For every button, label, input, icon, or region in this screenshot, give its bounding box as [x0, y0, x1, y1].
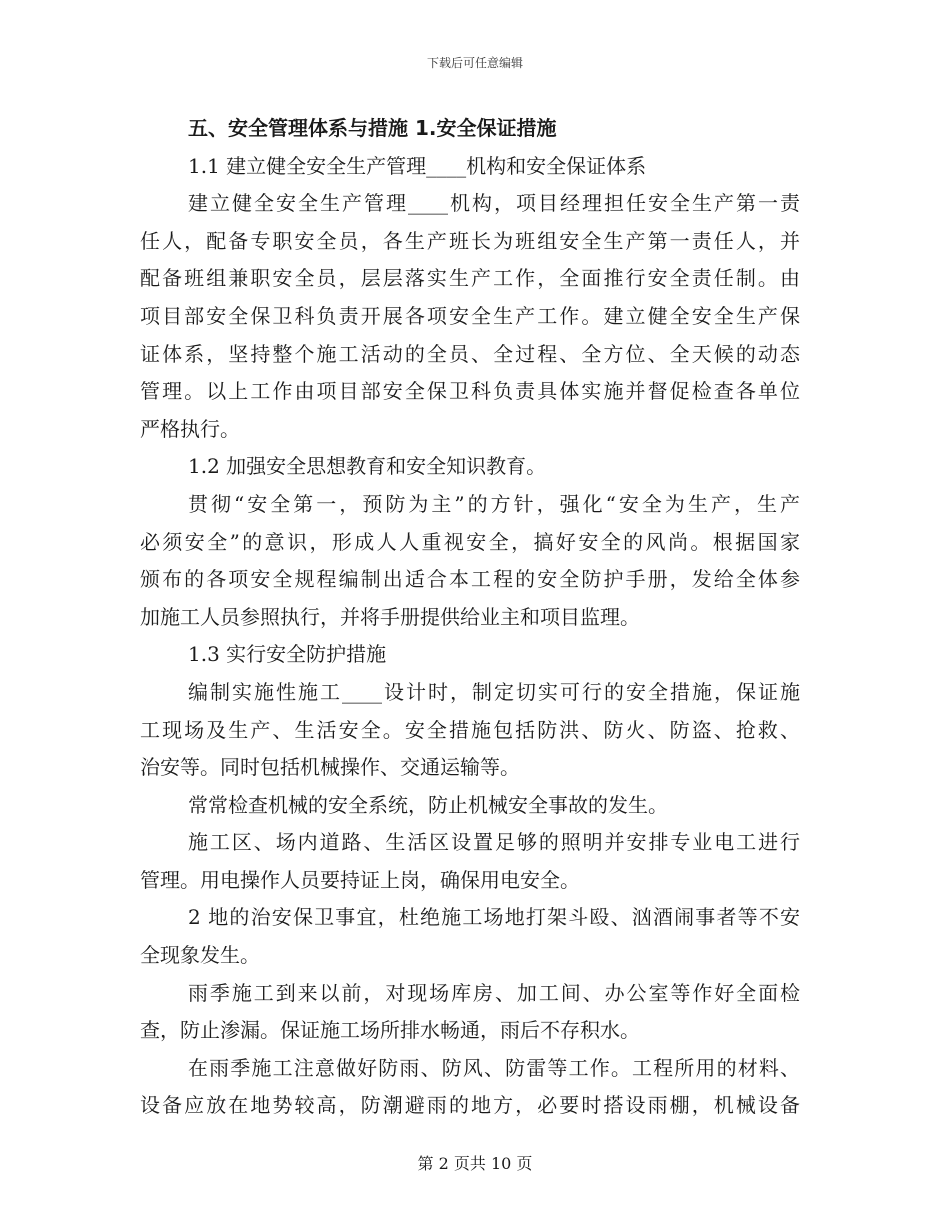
page-footer: 第 2 页共 10 页 — [417, 1154, 533, 1173]
paragraph-line: 证体系，坚持整个施工活动的全员、全过程、全方位、全天候的动态 — [140, 341, 800, 366]
paragraph-line: 严格执行。 — [140, 416, 240, 441]
paragraph-line: 项目部安全保卫科负责开展各项安全生产工作。建立健全安全生产保 — [140, 303, 800, 328]
paragraph-line: 治安等。同时包括机械操作、交通运输等。 — [140, 755, 520, 780]
paragraph-line: 管理。以上工作由项目部安全保卫科负责具体实施并督促检查各单位 — [140, 379, 800, 404]
paragraph-line: 贯彻“安全第一，预防为主”的方针，强化“安全为生产，生产 — [188, 491, 800, 516]
document-body — [140, 110, 800, 1125]
paragraph-line: 常常检查机械的安全系统，防止机械安全事故的发生。 — [188, 792, 668, 817]
page-header: 下载后可任意编辑 — [426, 56, 523, 70]
paragraph-line: 建立健全安全生产管理____机构，项目经理担任安全生产第一责 — [188, 191, 800, 216]
paragraph-line: 管理。用电操作人员要持证上岗，确保用电安全。 — [140, 867, 580, 892]
paragraph-line: 在雨季施工注意做好防雨、防风、防雷等工作。工程所用的材料、 — [188, 1055, 800, 1080]
section-heading: 五、安全管理体系与措施 1.安全保证措施 — [188, 116, 557, 140]
paragraph-line: 查，防止渗漏。保证施工场所排水畅通，雨后不存积水。 — [140, 1018, 640, 1043]
paragraph-line: 任人，配备专职安全员，各生产班长为班组安全生产第一责任人，并 — [140, 228, 800, 253]
paragraph-line: 2 地的治安保卫事宜，杜绝施工场地打架斗殴、汹酒闹事者等不安 — [188, 905, 800, 930]
paragraph-line: 必须安全”的意识，形成人人重视安全，搞好安全的风尚。根据国家 — [140, 529, 800, 554]
subsection-heading-1-3: 1.3 实行安全防护措施 — [188, 642, 387, 667]
paragraph-line: 颁布的各项安全规程编制出适合本工程的安全防护手册，发给全体参 — [140, 567, 800, 592]
paragraph-line: 雨季施工到来以前，对现场库房、加工间、办公室等作好全面检 — [188, 980, 800, 1005]
paragraph-line: 工现场及生产、生活安全。安全措施包括防洪、防火、防盗、抢救、 — [140, 717, 800, 742]
subsection-heading-1-1: 1.1 建立健全安全生产管理____机构和安全保证体系 — [188, 153, 647, 178]
subsection-heading-1-2: 1.2 加强安全思想教育和安全知识教育。 — [188, 454, 547, 479]
paragraph-line: 加施工人员参照执行，并将手册提供给业主和项目监理。 — [140, 604, 640, 629]
paragraph-line: 施工区、场内道路、生活区设置足够的照明并安排专业电工进行 — [188, 830, 800, 855]
paragraph-line: 配备班组兼职安全员，层层落实生产工作，全面推行安全责任制。由 — [140, 266, 800, 291]
paragraph-line: 全现象发生。 — [140, 943, 260, 968]
paragraph-line: 编制实施性施工____设计时，制定切实可行的安全措施，保证施 — [188, 679, 800, 704]
paragraph-line: 设备应放在地势较高，防潮避雨的地方，必要时搭设雨棚，机械设备 — [140, 1093, 800, 1118]
